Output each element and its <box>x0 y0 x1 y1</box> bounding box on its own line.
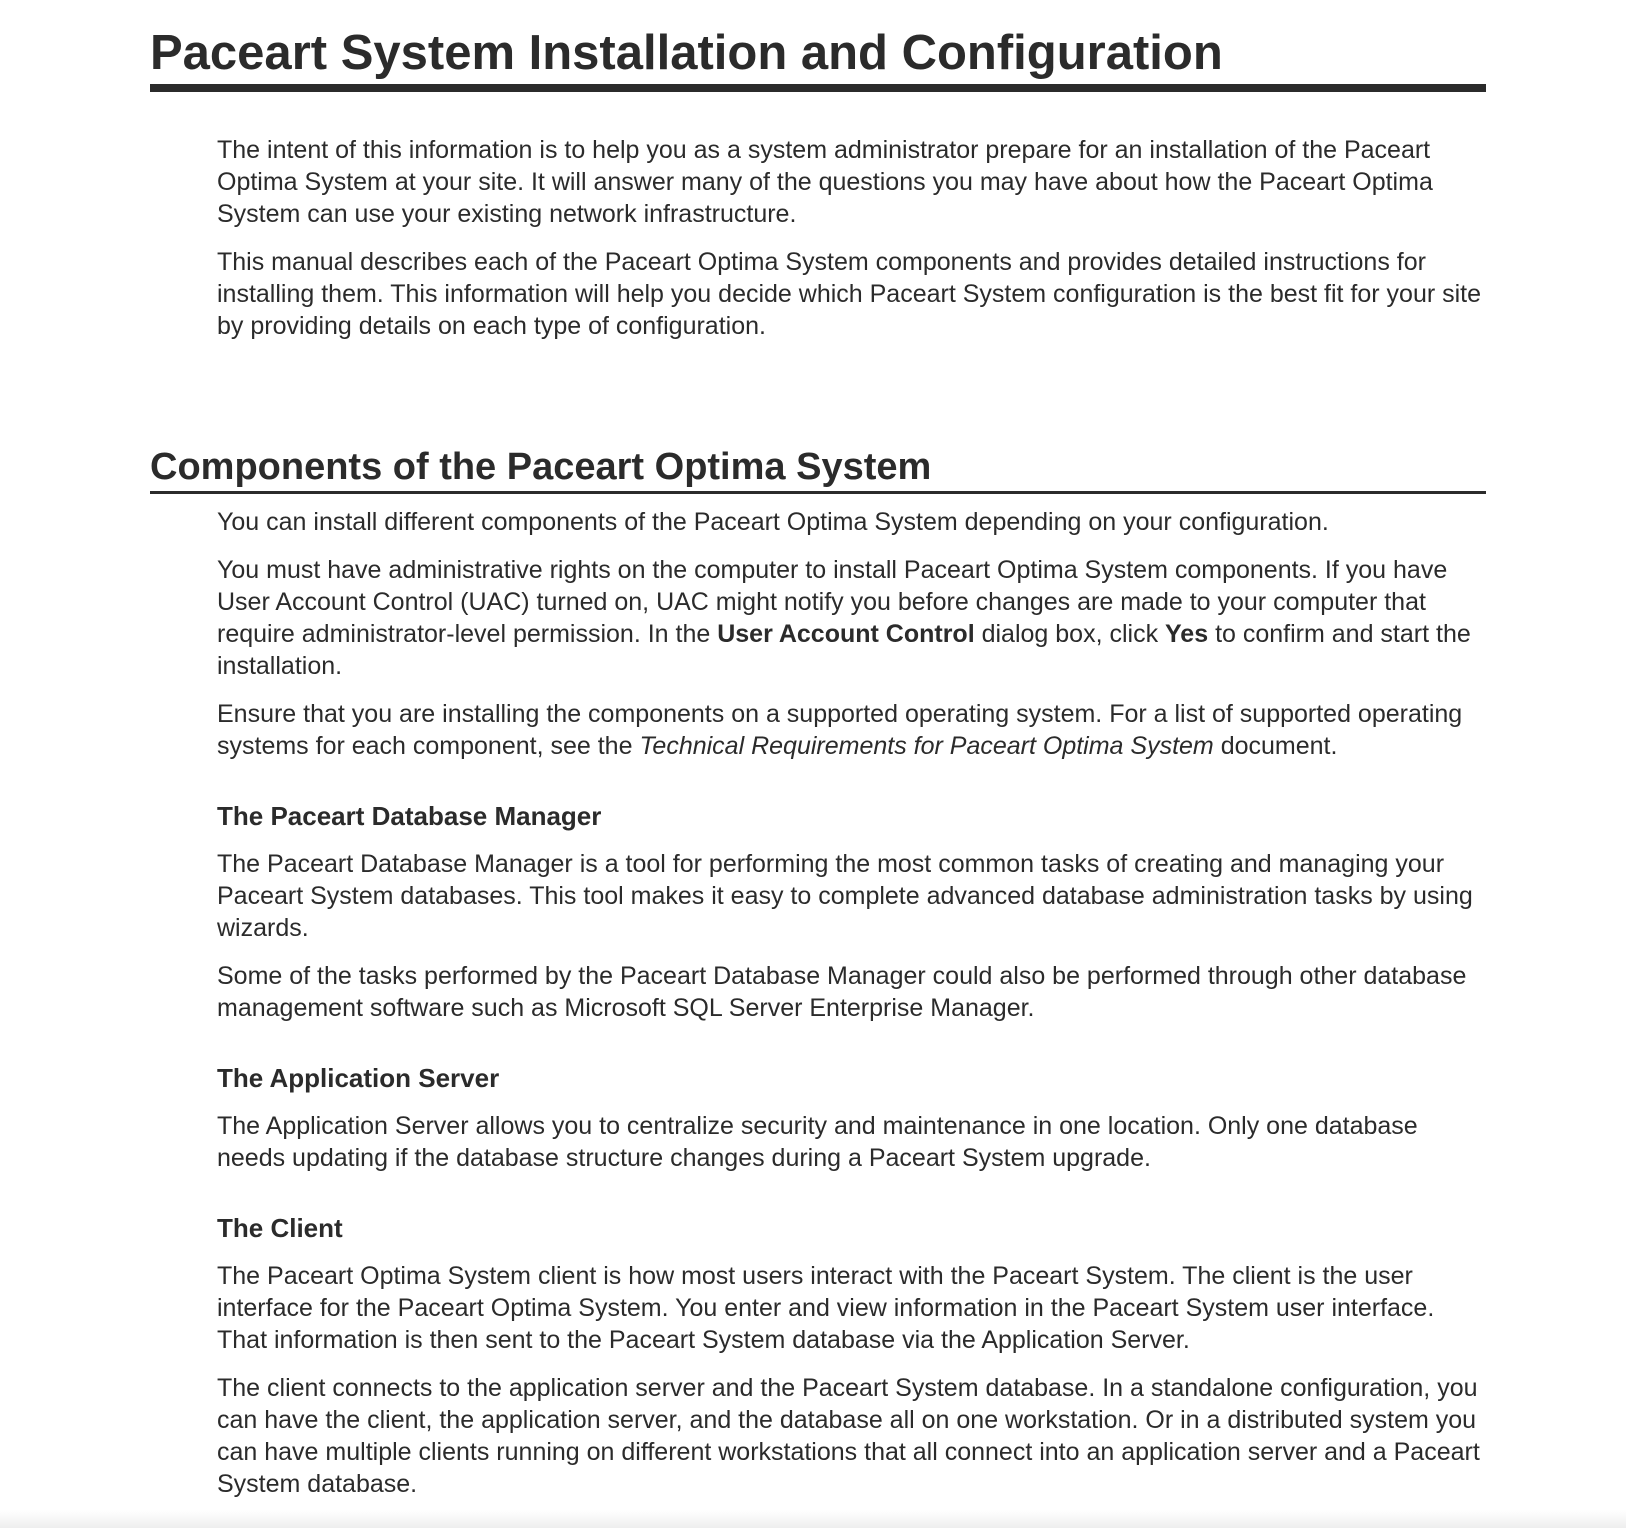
components-paragraph-3-text-a: Ensure that you are installing the components on a supported operating system. For a list of supported operating systems for each component, see the <box>217 700 1463 760</box>
title-divider <box>150 84 1486 92</box>
intro-section <box>217 134 1486 342</box>
components-paragraph-2-text-b: dialog box, click <box>974 620 1166 648</box>
application-server-paragraph-1: The Application Server allows you to centralize security and maintenance in one location. Only one database needs updating if the database structure changes during a Paceart System upgrade. <box>217 1112 1418 1172</box>
components-paragraph-3-text-b: document. <box>1213 732 1338 760</box>
intro-paragraph-2: This manual describes each of the Paceart Optima System components and provides detailed instructions for installing them. This information will help you decide which Paceart System configuration is the best fit for your site by providing details on each type of configuration. <box>217 248 1482 340</box>
yes-button-name: Yes <box>1165 620 1209 648</box>
bottom-scroll-fade <box>0 1510 1626 1528</box>
client-section <box>217 1212 1486 1500</box>
client-heading: The Client <box>217 1213 343 1243</box>
components-paragraph-2 <box>217 554 1486 682</box>
database-manager-paragraph-1: The Paceart Database Manager is a tool for performing the most common tasks of creating and managing your Paceart System databases. This tool makes it easy to complete advanced database administration tasks by using wizards. <box>217 850 1473 942</box>
intro-paragraph-1: The intent of this information is to help you as a system administrator prepare for an installation of the Paceart Optima System at your site. It will answer many of the questions you may have about how the Paceart Optima System can use your existing network infrastructure. <box>217 136 1433 228</box>
client-paragraph-1: The Paceart Optima System client is how most users interact with the Paceart System. The client is the user interface for the Paceart Optima System. You enter and view information in the Paceart System user interface. That information is then sent to the Paceart System database via the Application Server. <box>217 1262 1435 1354</box>
database-manager-section <box>217 800 1486 1024</box>
client-paragraph-2: The client connects to the application server and the Paceart System database. In a standalone configuration, you can have the client, the application server, and the database all on one workstation. Or in a distributed system you can have multiple clients running on different workstations that all connect into an application server and a Paceart System database. <box>217 1374 1480 1498</box>
components-heading: Components of the Paceart Optima System <box>150 446 932 488</box>
application-server-heading: The Application Server <box>217 1063 500 1093</box>
technical-requirements-doc-title: Technical Requirements for Paceart Optima System <box>639 732 1214 760</box>
page-title: Paceart System Installation and Configuration <box>150 26 1223 80</box>
uac-dialog-name: User Account Control <box>717 620 975 648</box>
database-manager-heading: The Paceart Database Manager <box>217 801 602 831</box>
application-server-section <box>217 1062 1486 1174</box>
components-paragraph-1: You can install different components of the Paceart Optima System depending on your configuration. <box>217 508 1329 536</box>
components-section <box>217 506 1486 1500</box>
document-page <box>150 0 1486 1500</box>
components-paragraph-2-text-c: to confirm and start the installation. <box>217 620 1471 680</box>
components-paragraph-2-text-a: You must have administrative rights on the computer to install Paceart Optima System components. If you have User Account Control (UAC) turned on, UAC might notify you before changes are made to your computer that require administrator-level permission. In the <box>217 556 1448 648</box>
database-manager-paragraph-2: Some of the tasks performed by the Paceart Database Manager could also be performed through other database management software such as Microsoft SQL Server Enterprise Manager. <box>217 962 1467 1022</box>
components-divider <box>150 491 1486 494</box>
components-paragraph-3 <box>217 698 1486 762</box>
